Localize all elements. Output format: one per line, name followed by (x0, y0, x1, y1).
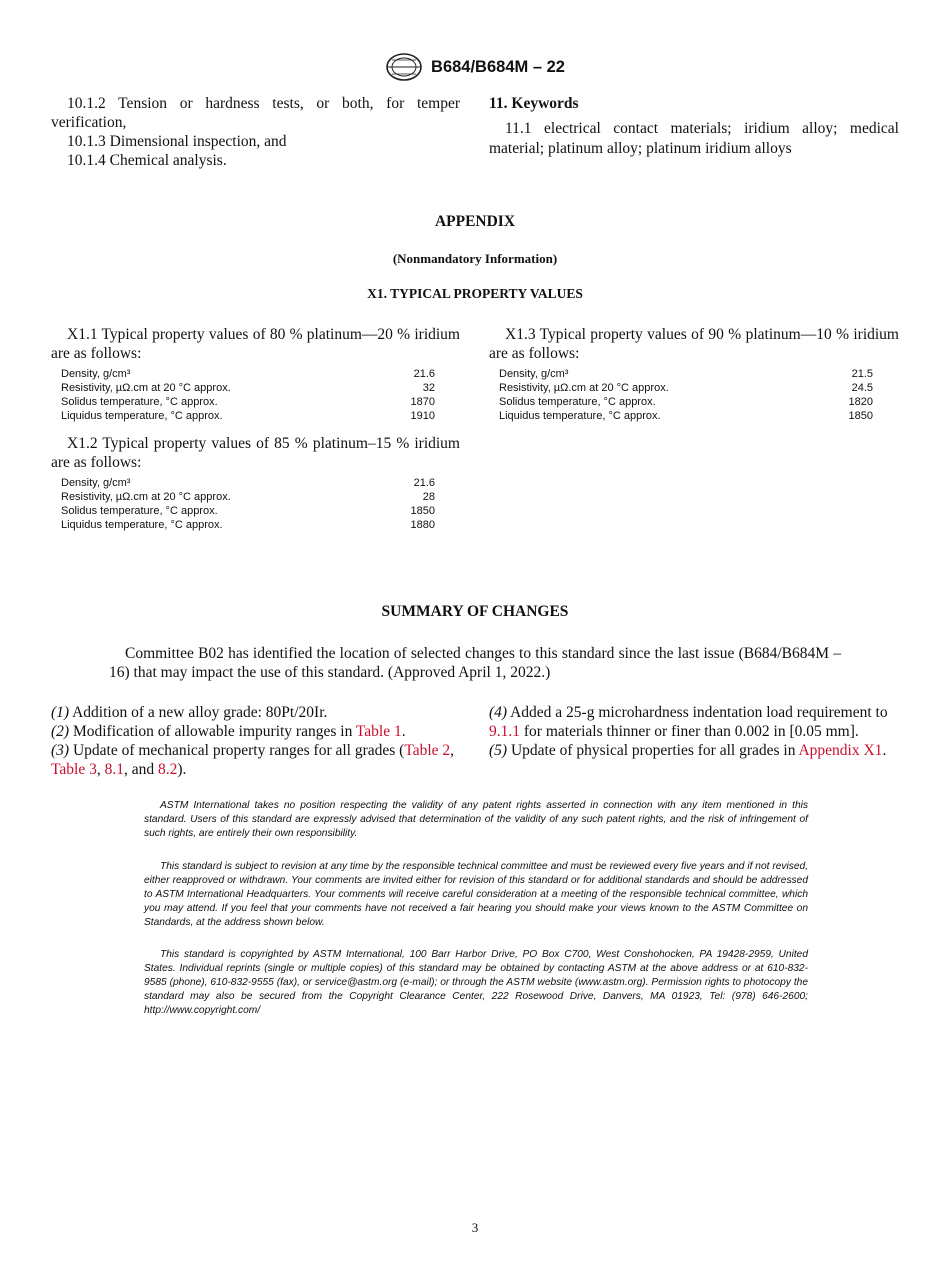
table-1-link[interactable]: Table 1 (355, 723, 402, 740)
summary-title: SUMMARY OF CHANGES (381, 603, 569, 620)
x1-1-table (61, 367, 435, 423)
x1-2-intro: X1.2 Typical property values of 85 % platinum–15 % iridium are as follows: (51, 435, 460, 471)
summary-item-3: (3) Update of mechanical property ranges for all grades (Table 2, Table 3, 8.1, and 8.2). (51, 742, 455, 778)
copyright-notice: This standard is copyrighted by ASTM International, 100 Barr Harbor Drive, PO Box C700, West Conshohocken, PA 19428-2959, United States. Individual reprints (single or multiple copies) of this standard may be obtained by contacting ASTM at the above address or at 610-832-9585 (phone), 610-832-9555 (fax), or service@astm.org (e-mail); or through the ASTM website (www.astm.org). Permission rights to photocopy the standard may also be secured from the Copyright Clearance Center, 222 Rosewood Drive, Danvers, MA 01923, Tel: (978) 646-2600; http://www.copyright.com/ (144, 949, 808, 1016)
table-row: Solidus temperature, °C approx. 1870 (61, 396, 435, 408)
standard-designation: B684/B684M – 22 (431, 57, 565, 76)
x1-3-table (499, 367, 873, 423)
keywords-section (489, 94, 899, 159)
keywords-text: 11.1 electrical contact materials; iridium alloy; medical material; platinum alloy; platinum iridium alloys (489, 120, 899, 157)
x1-2-section (51, 434, 460, 532)
table-row: Resistivity, µΩ.cm at 20 °C approx. 24.5 (499, 382, 873, 394)
table-row: Solidus temperature, °C approx. 1850 (61, 505, 435, 517)
appendix-title: APPENDIX (434, 213, 516, 230)
paragraph-10-1-2: 10.1.2 Tension or hardness tests, or both, for temper verification, (51, 95, 460, 131)
summary-item-5: (5) Update of physical properties for all grades in Appendix X1. (489, 742, 887, 759)
table-row: Solidus temperature, °C approx. 1820 (499, 396, 873, 408)
summary-left-items (51, 703, 460, 779)
table-row: Density, g/cm³ 21.6 (61, 477, 435, 489)
table-row: Density, g/cm³ 21.5 (499, 368, 873, 380)
patent-notice: ASTM International takes no position respecting the validity of any patent rights asserted in connection with any item mentioned in this standard. Users of this standard are expressly advised that determination of the validity of any such patent rights, and the risk of infringement of such rights, are entirely their own responsibility. (144, 800, 808, 839)
table-row: Liquidus temperature, °C approx. 1880 (61, 519, 435, 531)
x1-3-section (489, 325, 899, 423)
x1-3-intro: X1.3 Typical property values of 90 % platinum—10 % iridium are as follows: (489, 326, 899, 362)
table-row: Resistivity, µΩ.cm at 20 °C approx. 28 (61, 491, 435, 503)
keywords-heading: 11. Keywords (489, 95, 579, 112)
table-row: Resistivity, µΩ.cm at 20 °C approx. 32 (61, 382, 435, 394)
summary-item-4: (4) Added a 25-g microhardness indentation load requirement to 9.1.1 for materials thinner or finer than 0.002 in [0.05 mm]. (489, 704, 888, 740)
appendix-section-title: X1. TYPICAL PROPERTY VALUES (367, 286, 583, 301)
summary-right-items (489, 703, 899, 760)
paragraph-10-1-4: 10.1.4 Chemical analysis. (67, 152, 227, 169)
revision-notice: This standard is subject to revision at any time by the responsible technical committee and must be reviewed every five years and if not revised, either reapproved or withdrawn. Your comments are invited either for revision of this standard or for additional standards and should be addressed to ASTM International Headquarters. Your comments will receive careful consideration at a meeting of the responsible technical committee, which you may attend. If you feel that your comments have not received a fair hearing you should make your views known to the ASTM Committee on Standards, at the address shown below. (144, 861, 808, 928)
summary-intro: Committee B02 has identified the location of selected changes to this standard since the last issue (B684/B684M – 16) that may impact the use of this standard. (Approved April 1, 2022.) (109, 645, 841, 681)
table-row: Liquidus temperature, °C approx. 1850 (499, 410, 873, 422)
x1-1-section (51, 325, 460, 423)
x1-2-table (61, 476, 435, 532)
appendix-subtitle: (Nonmandatory Information) (392, 251, 558, 266)
section-9-1-1-link[interactable]: 9.1.1 (489, 723, 520, 740)
page-number: 3 (471, 1220, 479, 1235)
x1-1-intro: X1.1 Typical property values of 80 % platinum—20 % iridium are as follows: (51, 326, 460, 362)
table-2-link[interactable]: Table 2 (404, 742, 451, 759)
section-10-continuation (51, 94, 460, 170)
table-row: Liquidus temperature, °C approx. 1910 (61, 410, 435, 422)
table-3-link[interactable]: Table 3 (51, 761, 97, 778)
summary-item-2: (2) Modification of allowable impurity ranges in Table 1. (51, 723, 406, 740)
appendix-x1-link[interactable]: Appendix X1 (798, 742, 883, 759)
table-row: Density, g/cm³ 21.6 (61, 368, 435, 380)
paragraph-10-1-3: 10.1.3 Dimensional inspection, and (67, 133, 287, 150)
astm-logo-icon (385, 52, 423, 82)
summary-item-1: (1) Addition of a new alloy grade: 80Pt/20Ir. (51, 704, 328, 721)
section-8-1-link[interactable]: 8.1 (104, 761, 124, 778)
section-8-2-link[interactable]: 8.2 (157, 761, 178, 778)
page-header (0, 52, 950, 82)
